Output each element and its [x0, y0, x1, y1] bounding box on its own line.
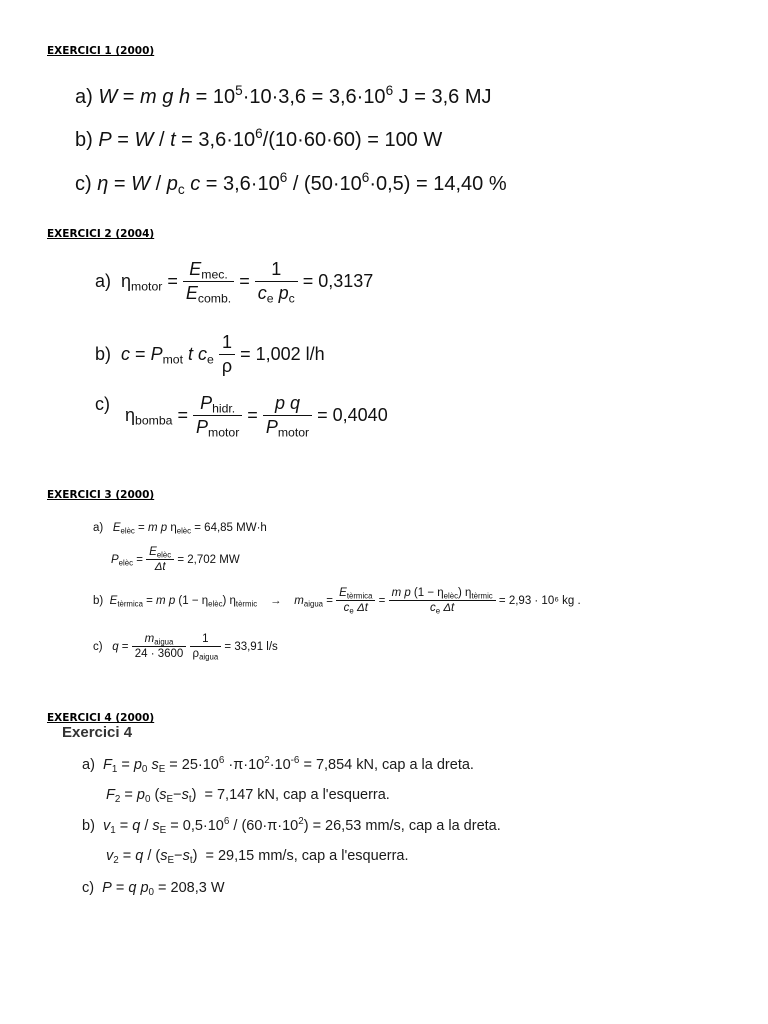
ex1-b-formula: $P = W / t = 3,6\cdot 10^6/(10\cdot 60\cdot 60)$: [98, 125, 362, 151]
ex3-c-den1: 24 · 3600: [134, 648, 184, 661]
ex3-a2-den: Δt: [154, 561, 166, 574]
ex4-f2-result: = 7,147 kN, cap a l'esquerra.: [204, 787, 390, 803]
ex3-a2-symbol: $P_{elèc}$ =: [111, 553, 143, 568]
ex3-a2-fraction: [146, 545, 174, 575]
ex2-equation-a: a) $\eta_{motor}$ = $\frac{E_{mec.}}{E_{comb.}}$ = $\frac{1}{c_e p_c}$ = 0,3137: [95, 259, 374, 306]
ex4-f1-result: = 7,854 kN, cap a la dreta.: [303, 757, 474, 773]
ex4-f1-formula: $F_1 = p_0$ $s_E = 25\cdot 10^6 \cdot\pi\cdot 10^2\cdot 10^{-6}$: [102, 755, 300, 775]
ex2-a-den1: $E_{comb.}$: [185, 282, 232, 306]
ex4-label-c: c): [82, 880, 95, 896]
ex2-c-result: = 0,4040: [317, 404, 388, 425]
ex2-c-fraction-2: [263, 392, 312, 438]
ex1-label-c: c): [75, 173, 92, 195]
ex3-c-fraction-2: [190, 632, 222, 662]
ex4-equation-v2: [106, 848, 409, 864]
ex2-a-symbol: $\eta_{motor}$ =: [116, 270, 178, 294]
ex4-p-formula: P = q $p_0$: [102, 880, 155, 898]
ex2-equation-c: c) $\eta_{bomba}$ = $\frac{P_{hidr.}}{P_{motor}}$ = $\frac{\text{p q}}{P_{motor}}$ = 0,4040: [95, 393, 388, 440]
ex2-c-symbol: $\eta_{bomba}$ =: [115, 404, 188, 428]
ex3-equation-b: b) $E_{tèrmica} = m$ p $(1 - \eta_{elèc})$ $\eta_{tèrmic}$ → $m_{aigua}$ = $\frac{E_{tèrmica}}{c_e \Delta t}$ = $\frac{m p (1 - \eta_{elèc}) \eta_{tèrmic}}{c_e \Delta t}$ = 2,93 · 10⁶ kg .: [93, 587, 581, 616]
ex4-v1-result: = 26,53 mm/s, cap a la dreta.: [312, 818, 501, 834]
ex3-b-arrow: →: [270, 594, 282, 607]
ex2-b-num: 1: [219, 331, 235, 355]
ex3-equation-c: [93, 632, 278, 662]
ex2-b-den: ρ: [221, 355, 233, 376]
ex2-a-fraction-2: [255, 258, 298, 304]
ex4-equation-p: [82, 880, 225, 896]
ex3-b-result: = 2,93 · 10⁶ kg .: [498, 594, 581, 607]
ex4-equation-f2: [106, 787, 390, 803]
ex1-b-result: = 100 W: [367, 129, 443, 151]
ex3-b-maigua: $m_{aigua}$ =: [294, 594, 333, 609]
ex3-b-fraction-2: [389, 586, 496, 616]
ex2-label-a: a): [95, 270, 112, 291]
ex2-equation-b: [95, 331, 325, 377]
ex4-v2-formula: $v_2 = q / (s_E-s_t)$: [106, 848, 202, 866]
ex3-c-den2: $\rho_{aigua}$: [192, 648, 219, 662]
ex1-c-result: = 14,40 %: [416, 173, 507, 195]
exercise-1-heading: EXERCICI 1 (2000): [47, 45, 155, 57]
ex4-label-b: b): [82, 818, 95, 834]
ex3-b-den1: $c_e$ Δt: [343, 602, 368, 616]
ex4-p-result: = 208,3 W: [158, 880, 225, 896]
ex2-label-c: c): [95, 394, 110, 414]
ex3-c-fraction-1: [132, 632, 187, 662]
ex2-b-fraction: [219, 331, 235, 377]
ex2-c-den2: $P_{motor}$: [265, 416, 310, 440]
ex2-c-num1: $P_{hidr.}$: [193, 392, 242, 416]
exercise-2-heading: EXERCICI 2 (2004): [47, 228, 155, 240]
ex1-equation-b: [75, 125, 443, 152]
ex2-b-result: = 1,002 l/h: [240, 343, 325, 364]
ex3-c-result: = 33,91 l/s: [224, 640, 278, 653]
ex3-b-den2: $c_e$ Δt: [430, 602, 455, 616]
ex1-a-formula: W = m g $h = 10^5\cdot 10\cdot 3,6 = 3,6\cdot 10^6$ J: [98, 82, 409, 108]
ex3-label-a: a): [93, 522, 104, 534]
ex2-a-num2: 1: [255, 258, 298, 282]
ex1-label-a: a): [75, 86, 93, 108]
ex4-label-a: a): [82, 757, 95, 773]
ex3-c-symbol: q =: [112, 640, 129, 653]
ex3-a2-result: = 2,702 MW: [177, 553, 240, 566]
ex3-c-num2: 1: [190, 632, 222, 647]
ex1-c-formula: $\eta = W / p_c$ $c = 3,6\cdot 10^6 / (50\cdot 10^6\cdot 0,5)$: [97, 169, 411, 198]
exercise-3-heading: EXERCICI 3 (2000): [47, 489, 155, 501]
ex4-v2-result: = 29,15 mm/s, cap a l'esquerra.: [205, 848, 409, 864]
ex2-c-den1: $P_{motor}$: [195, 416, 240, 440]
ex2-b-formula: $c = P_{mot}$ t $c_e$: [121, 343, 214, 367]
ex3-b-num2: m p $(1 - \eta_{elèc})$ $\eta_{tèrmic}$: [389, 586, 496, 601]
ex3-equation-a1: [93, 522, 267, 534]
ex3-b-formula: $E_{tèrmica} = m$ p $(1 - \eta_{elèc})$ $\eta_{tèrmic}$: [109, 594, 258, 609]
ex4-equation-v1: [82, 818, 501, 834]
ex2-a-num1: $E_{mec.}$: [183, 258, 234, 282]
ex2-a-den2: $c_e$ $p_c$: [257, 282, 295, 306]
ex1-a-result: = 3,6 MJ: [414, 86, 492, 108]
clipped-heading-remnant: Exercici 4: [62, 724, 133, 741]
ex2-c-num2: p q: [263, 392, 312, 416]
ex3-a2-num: $E_{elèc}$: [146, 545, 174, 560]
ex4-v1-formula: $v_1 = q / s_E = 0,5\cdot 10^6 / (60\cdot\pi\cdot 10^2)$: [102, 816, 309, 836]
ex3-label-b: b): [93, 594, 104, 607]
ex2-c-fraction-1: [193, 392, 242, 438]
ex4-f2-formula: $F_2 = p_0$ $(s_E-s_t)$: [106, 787, 201, 805]
ex2-label-b: b): [95, 343, 112, 364]
ex3-b-fraction-1: [336, 586, 375, 616]
ex3-c-num1: $m_{aigua}$: [132, 632, 187, 647]
ex3-label-c: c): [93, 640, 103, 653]
exercise-4-heading: EXERCICI 4 (2000): [47, 712, 155, 724]
ex3-equation-a2: [111, 545, 240, 575]
ex4-equation-f1: [82, 757, 474, 773]
ex1-equation-a: [75, 82, 492, 109]
ex1-label-b: b): [75, 129, 93, 151]
ex3-a1-result: = 64,85 MW·h: [194, 522, 267, 534]
ex3-b-num1: $E_{tèrmica}$: [336, 586, 375, 601]
ex3-a1-formula: $E_{elèc} = m$ p $\eta_{elèc}$: [112, 522, 192, 536]
ex2-a-fraction-1: [183, 258, 234, 304]
ex2-a-result: = 0,3137: [302, 270, 374, 291]
ex1-equation-c: [75, 169, 507, 198]
